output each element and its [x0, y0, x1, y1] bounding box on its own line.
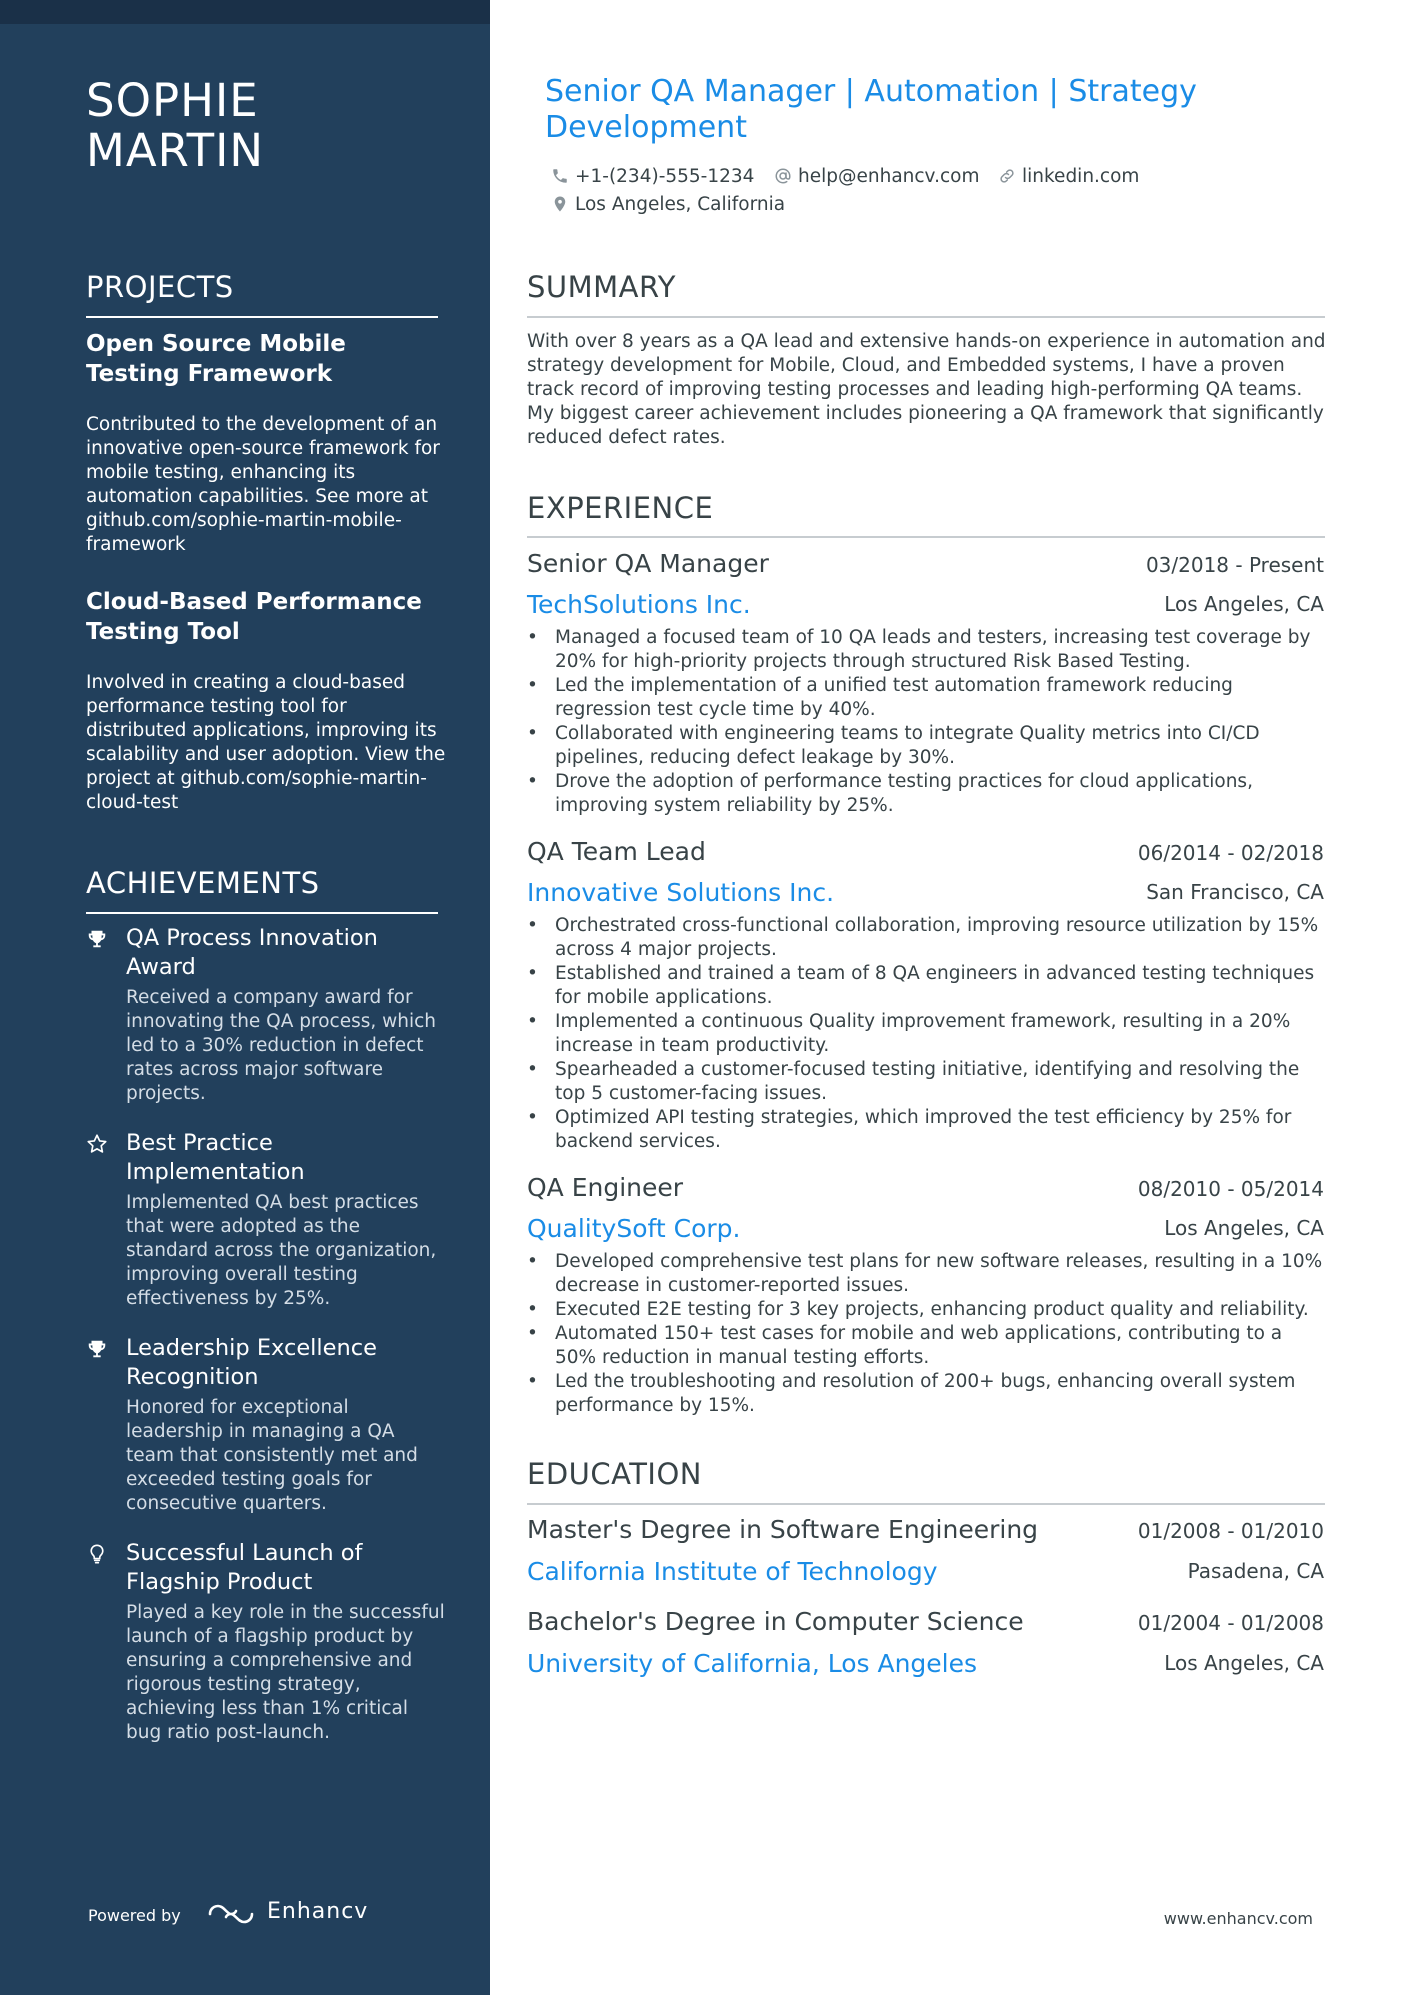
bullet-item: • Managed a focused team of 10 QA leads and testers, increasing test coverage by 20% for high-priority projects through structured Risk Based Testing.: [527, 626, 1327, 674]
education-heading: EDUCATION: [527, 1457, 703, 1491]
achievement-description: Received a company award for innovating the QA process, which led to a 30% reduction in defect rates across major software projects.: [126, 987, 437, 1104]
summary-text: With over 8 years as a QA lead and extensive hands-on experience in automation and strategy development for Mobile, Cloud, and Embedded systems, I have a proven track record of improving testing processes and leading high-performing QA teams. My biggest career achievement includes pioneering a QA framework that significantly reduced defect rates.: [527, 331, 1326, 448]
star-icon: [86, 1133, 108, 1155]
bullet-item: • Optimized API testing strategies, which improved the test efficiency by 25% for backend services.: [527, 1106, 1327, 1154]
degree-dates: 01/2008 - 01/2010: [1137, 1519, 1324, 1543]
location-text: Los Angeles, California: [575, 194, 786, 215]
footer-url[interactable]: www.enhancv.com: [1163, 1909, 1313, 1928]
project-title: Cloud-Based Performance Testing Tool: [86, 589, 422, 645]
achievement-description: Implemented QA best practices that were adopted as the standard across the organization, improving overall testing effectiveness by 25%.: [126, 1192, 437, 1309]
enhancv-logo-icon: [206, 1899, 256, 1929]
job-location: Los Angeles, CA: [1164, 1216, 1324, 1240]
project-description: Involved in creating a cloud-based performance testing tool for distributed applications, improving its scalability and user adoption. View the project at github.com/sophie-martin-cloud-test: [86, 672, 446, 813]
achievement-description: Played a key role in the successful launch of a flagship product by ensuring a comprehensive and rigorous testing strategy, achieving less than 1% critical bug ratio post-launch.: [126, 1602, 445, 1743]
phone-text: +1-(234)-555-1234: [575, 166, 755, 187]
bullet-item: • Drove the adoption of performance testing practices for cloud applications, improving system reliability by 25%.: [527, 770, 1327, 818]
job-company: QualitySoft Corp.: [527, 1214, 741, 1243]
achievement-title: Best Practice Implementation: [126, 1130, 305, 1185]
education-divider: [527, 1503, 1325, 1505]
bullet-item: • Led the implementation of a unified test automation framework reducing regression test cycle time by 40%.: [527, 674, 1327, 722]
link-text: linkedin.com: [1022, 166, 1140, 187]
bullet-item: • Developed comprehensive test plans for new software releases, resulting in a 10% decrease in customer-reported issues.: [527, 1250, 1327, 1298]
degree-title: Master's Degree in Software Engineering: [527, 1515, 1039, 1544]
achievement-item: [86, 924, 446, 1106]
job-bullets: [527, 626, 1327, 818]
contact-email[interactable]: [774, 166, 979, 187]
phone-icon: [551, 167, 569, 185]
achievement-item: [86, 1334, 446, 1516]
email-text: help@enhancv.com: [798, 166, 980, 187]
achievements-divider: [86, 912, 438, 914]
bullet-item: • Executed E2E testing for 3 key projects, enhancing product quality and reliability.: [527, 1298, 1327, 1322]
school-name: University of California, Los Angeles: [527, 1649, 978, 1678]
job-location: Los Angeles, CA: [1164, 592, 1324, 616]
job-title: Senior QA Manager: [527, 549, 769, 578]
summary-heading: SUMMARY: [527, 270, 677, 304]
bullet-item: • Orchestrated cross-functional collaboration, improving resource utilization by 15% across 4 major projects.: [527, 914, 1327, 962]
bullet-item: • Established and trained a team of 8 QA engineers in advanced testing techniques for mobile applications.: [527, 962, 1327, 1010]
achievement-description: Honored for exceptional leadership in managing a QA team that consistently met and exceeded testing goals for consecutive quarters.: [126, 1397, 418, 1514]
contact-phone[interactable]: [551, 166, 754, 187]
job-dates: 08/2010 - 05/2014: [1137, 1177, 1324, 1201]
achievement-title: Leadership Excellence Recognition: [126, 1335, 377, 1390]
projects-heading: PROJECTS: [86, 270, 234, 304]
headline: Senior QA Manager | Automation | Strategy Development: [545, 74, 1197, 145]
experience-divider: [527, 536, 1325, 538]
job-title: QA Engineer: [527, 1173, 684, 1202]
bullet-item: • Spearheaded a customer-focused testing initiative, identifying and resolving the top 5 customer-facing issues.: [527, 1058, 1327, 1106]
degree-title: Bachelor's Degree in Computer Science: [527, 1607, 1024, 1636]
link-icon: [998, 167, 1016, 185]
summary-divider: [527, 316, 1325, 318]
job-company: TechSolutions Inc.: [527, 590, 751, 619]
contact-link[interactable]: [998, 166, 1139, 187]
job-dates: 03/2018 - Present: [1145, 553, 1324, 577]
project-title: Open Source Mobile Testing Framework: [86, 331, 346, 387]
achievements-heading: ACHIEVEMENTS: [86, 866, 320, 900]
achievement-title: QA Process Innovation Award: [126, 925, 378, 980]
job-bullets: [527, 914, 1327, 1154]
contact-location: [551, 194, 785, 215]
lightbulb-icon: [86, 1543, 108, 1565]
sidebar: [0, 0, 490, 1995]
last-name: MARTIN: [86, 124, 265, 177]
bullet-item: • Collaborated with engineering teams to integrate Quality metrics into CI/CD pipelines, reducing defect leakage by 30%.: [527, 722, 1327, 770]
degree-dates: 01/2004 - 01/2008: [1137, 1611, 1324, 1635]
job-company: Innovative Solutions Inc.: [527, 878, 835, 907]
at-sign-icon: [774, 167, 792, 185]
job-bullets: [527, 1250, 1327, 1418]
candidate-name: [86, 76, 264, 176]
bullet-item: • Implemented a continuous Quality improvement framework, resulting in a 20% increase in team productivity.: [527, 1010, 1327, 1058]
enhancv-brand-name: Enhancv: [267, 1899, 369, 1924]
powered-by-label: Powered by: [88, 1906, 181, 1925]
school-name: California Institute of Technology: [527, 1557, 938, 1586]
achievement-title: Successful Launch of Flagship Product: [126, 1540, 363, 1595]
trophy-icon: [86, 1338, 108, 1360]
sidebar-top-bar: [0, 0, 490, 24]
school-location: Los Angeles, CA: [1164, 1651, 1324, 1675]
location-pin-icon: [551, 195, 569, 213]
bullet-item: • Led the troubleshooting and resolution of 200+ bugs, enhancing overall system performance by 15%.: [527, 1370, 1327, 1418]
achievement-item: [86, 1539, 446, 1745]
job-dates: 06/2014 - 02/2018: [1137, 841, 1324, 865]
job-location: San Francisco, CA: [1146, 880, 1324, 904]
school-location: Pasadena, CA: [1187, 1559, 1324, 1583]
bullet-item: • Automated 150+ test cases for mobile and web applications, contributing to a 50% reduction in manual testing efforts.: [527, 1322, 1327, 1370]
first-name: SOPHIE: [86, 74, 259, 127]
projects-divider: [86, 316, 438, 318]
experience-heading: EXPERIENCE: [527, 491, 714, 525]
trophy-icon: [86, 928, 108, 950]
job-title: QA Team Lead: [527, 837, 706, 866]
achievement-item: [86, 1129, 446, 1311]
project-description: Contributed to the development of an innovative open-source framework for mobile testing, enhancing its automation capabilities. See more at github.com/sophie-martin-mobile-framework: [86, 414, 440, 555]
